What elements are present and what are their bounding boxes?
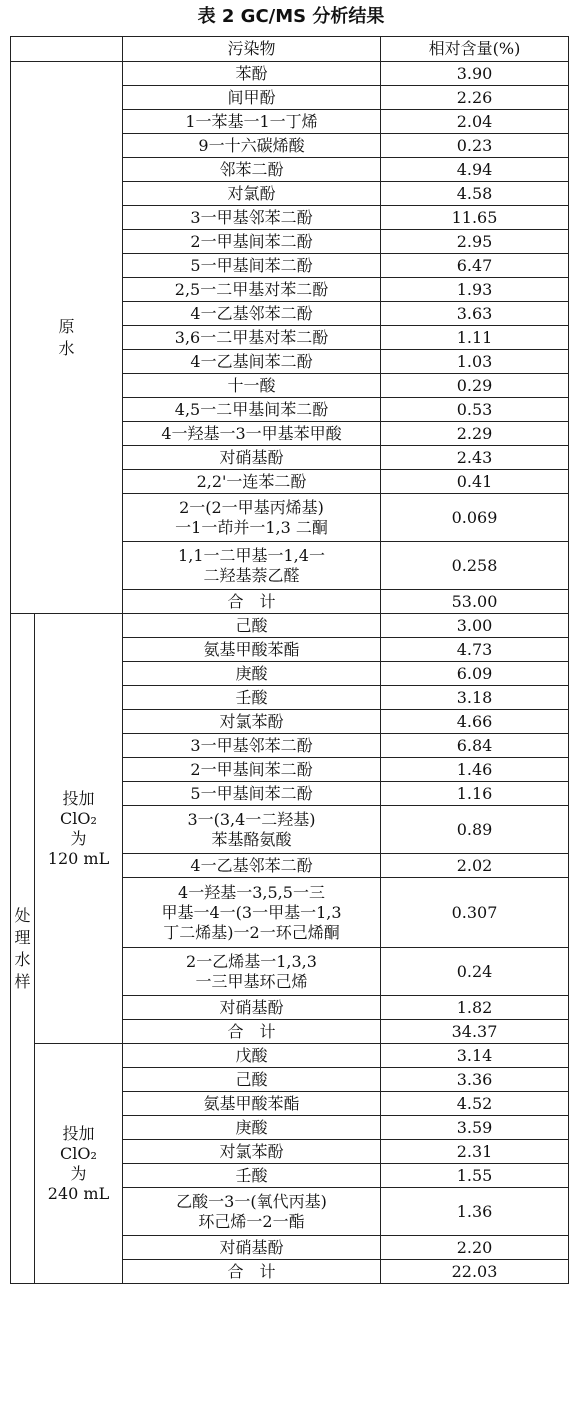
pollutant-name-cell [123, 638, 381, 662]
table-row [11, 1044, 569, 1068]
pollutant-name-cell [123, 854, 381, 878]
relative-content-value: 1.03 [381, 350, 569, 374]
relative-content-value: 1.46 [381, 758, 569, 782]
pollutant-name: 合 计 [227, 1261, 276, 1281]
dosage-label-line: 240 mL [47, 1183, 110, 1203]
pollutant-name: 4一乙基邻苯二酚 [190, 855, 313, 875]
pollutant-name: 环己烯一2一酯 [198, 1211, 305, 1231]
pollutant-name-cell [123, 230, 381, 254]
pollutant-name-cell [123, 1188, 381, 1236]
pollutant-name-cell [123, 350, 381, 374]
pollutant-name-cell [123, 374, 381, 398]
treated-water-label [11, 614, 35, 1284]
pollutant-name-cell [123, 422, 381, 446]
pollutant-name: 3一甲基邻苯二酚 [190, 207, 313, 227]
pollutant-name: 3一甲基邻苯二酚 [190, 735, 313, 755]
pollutant-name: 二羟基萘乙醛 [203, 565, 300, 585]
pollutant-name-cell [123, 1260, 381, 1284]
pollutant-name: 4,5一二甲基间苯二酚 [174, 399, 329, 419]
relative-content-value: 0.069 [381, 494, 569, 542]
pollutant-name-cell [123, 206, 381, 230]
pollutant-name-cell [123, 948, 381, 996]
header-relative-content: 相对含量(%) [381, 37, 569, 62]
relative-content-value: 4.58 [381, 182, 569, 206]
relative-content-value: 0.307 [381, 878, 569, 948]
pollutant-name-cell [123, 134, 381, 158]
pollutant-name-cell [123, 782, 381, 806]
relative-content-value: 2.02 [381, 854, 569, 878]
pollutant-name: 邻苯二酚 [219, 159, 284, 179]
relative-content-value: 4.94 [381, 158, 569, 182]
pollutant-name: 氨基甲酸苯酯 [203, 1093, 300, 1113]
relative-content-value: 0.29 [381, 374, 569, 398]
relative-content-value: 1.55 [381, 1164, 569, 1188]
dosage-group-label [35, 1044, 123, 1284]
pollutant-name: 5一甲基间苯二酚 [190, 783, 313, 803]
pollutant-name-cell [123, 686, 381, 710]
pollutant-name-cell [123, 302, 381, 326]
pollutant-name: 丁二烯基)一2一环己烯酮 [163, 922, 340, 942]
pollutant-name-cell [123, 734, 381, 758]
pollutant-name: 壬酸 [235, 1165, 268, 1185]
relative-content-value: 0.53 [381, 398, 569, 422]
relative-content-value: 0.89 [381, 806, 569, 854]
relative-content-value: 3.14 [381, 1044, 569, 1068]
pollutant-name: 十一酸 [227, 375, 276, 395]
dosage-label-line: 投加 [62, 1123, 95, 1143]
pollutant-name-cell [123, 158, 381, 182]
relative-content-value: 6.47 [381, 254, 569, 278]
pollutant-name: 对氯苯酚 [219, 711, 284, 731]
pollutant-name: 庚酸 [235, 663, 268, 683]
pollutant-name-cell [123, 758, 381, 782]
pollutant-name: 己酸 [235, 1069, 268, 1089]
relative-content-value: 2.29 [381, 422, 569, 446]
relative-content-value: 53.00 [381, 590, 569, 614]
pollutant-name-cell [123, 470, 381, 494]
relative-content-value: 0.41 [381, 470, 569, 494]
pollutant-name-cell [123, 1236, 381, 1260]
pollutant-name: 己酸 [235, 615, 268, 635]
pollutant-name: 戊酸 [235, 1045, 268, 1065]
pollutant-name: 苯酚 [235, 63, 268, 83]
pollutant-name: 苯基酪氨酸 [211, 829, 292, 849]
pollutant-name: 3一(3,4一二羟基) [187, 809, 316, 829]
dosage-label-line: ClO₂ [60, 1143, 97, 1163]
gcms-results-table [10, 36, 569, 1284]
pollutant-name-cell [123, 1116, 381, 1140]
raw-water-label [11, 62, 123, 614]
pollutant-name: 甲基一4一(3一甲基一1,3 [161, 902, 342, 922]
pollutant-name: 2一乙烯基一1,3,3 [186, 951, 317, 971]
raw-water-label-text: 原水 [58, 316, 75, 358]
relative-content-value: 0.23 [381, 134, 569, 158]
relative-content-value: 3.00 [381, 614, 569, 638]
relative-content-value: 3.63 [381, 302, 569, 326]
relative-content-value: 22.03 [381, 1260, 569, 1284]
pollutant-name: 庚酸 [235, 1117, 268, 1137]
dosage-label-line: 120 mL [47, 848, 110, 868]
relative-content-value: 3.90 [381, 62, 569, 86]
pollutant-name-cell [123, 398, 381, 422]
pollutant-name-cell [123, 86, 381, 110]
pollutant-name: 3,6一二甲基对苯二酚 [174, 327, 329, 347]
pollutant-name: 2一(2一甲基丙烯基) [179, 497, 324, 517]
relative-content-value: 4.73 [381, 638, 569, 662]
relative-content-value: 34.37 [381, 1020, 569, 1044]
pollutant-name: 壬酸 [235, 687, 268, 707]
pollutant-name-cell [123, 878, 381, 948]
relative-content-value: 3.36 [381, 1068, 569, 1092]
pollutant-name: 对硝基酚 [219, 1237, 284, 1257]
pollutant-name: 1一苯基一1一丁烯 [185, 111, 318, 131]
table-title: 表 2 GC/MS 分析结果 [197, 6, 385, 27]
pollutant-name: 间甲酚 [227, 87, 276, 107]
relative-content-value: 4.52 [381, 1092, 569, 1116]
pollutant-name-cell [123, 278, 381, 302]
pollutant-name-cell [123, 1020, 381, 1044]
header-pollutant: 污染物 [123, 37, 381, 62]
relative-content-value: 6.84 [381, 734, 569, 758]
relative-content-value: 2.26 [381, 86, 569, 110]
pollutant-name: 2,5一二甲基对苯二酚 [174, 279, 329, 299]
pollutant-name: 1,1一二甲基一1,4一 [178, 545, 325, 565]
relative-content-value: 2.95 [381, 230, 569, 254]
pollutant-name: 氨基甲酸苯酯 [203, 639, 300, 659]
pollutant-name: 2一甲基间苯二酚 [190, 759, 313, 779]
pollutant-name-cell [123, 1068, 381, 1092]
relative-content-value: 2.43 [381, 446, 569, 470]
pollutant-name-cell [123, 590, 381, 614]
dosage-label-line: ClO₂ [60, 808, 97, 828]
relative-content-value: 2.04 [381, 110, 569, 134]
pollutant-name: 对氯苯酚 [219, 1141, 284, 1161]
pollutant-name: 9一十六碳烯酸 [198, 135, 305, 155]
table-row [11, 614, 569, 638]
relative-content-value: 1.11 [381, 326, 569, 350]
relative-content-value: 1.93 [381, 278, 569, 302]
pollutant-name-cell [123, 1164, 381, 1188]
pollutant-name-cell [123, 614, 381, 638]
pollutant-name: 对硝基酚 [219, 447, 284, 467]
pollutant-name-cell [123, 1044, 381, 1068]
relative-content-value: 2.20 [381, 1236, 569, 1260]
pollutant-name: 2一甲基间苯二酚 [190, 231, 313, 251]
pollutant-name-cell [123, 62, 381, 86]
header-row [11, 37, 569, 62]
pollutant-name: 乙酸一3一(氧代丙基) [176, 1191, 327, 1211]
pollutant-name-cell [123, 1092, 381, 1116]
pollutant-name-cell [123, 446, 381, 470]
relative-content-value: 3.59 [381, 1116, 569, 1140]
relative-content-value: 11.65 [381, 206, 569, 230]
pollutant-name-cell [123, 710, 381, 734]
dosage-group-label [35, 614, 123, 1044]
pollutant-name: 5一甲基间苯二酚 [190, 255, 313, 275]
pollutant-name-cell [123, 110, 381, 134]
pollutant-name: 合 计 [227, 1021, 276, 1041]
relative-content-value: 0.258 [381, 542, 569, 590]
relative-content-value: 3.18 [381, 686, 569, 710]
dosage-label-line: 为 [70, 1163, 87, 1183]
relative-content-value: 1.16 [381, 782, 569, 806]
pollutant-name-cell [123, 542, 381, 590]
header-blank-cell [11, 37, 123, 62]
relative-content-value: 0.24 [381, 948, 569, 996]
relative-content-value: 4.66 [381, 710, 569, 734]
pollutant-name: 2,2'一连苯二酚 [196, 471, 307, 491]
pollutant-name: 4一羟基一3,5,5一三 [178, 882, 325, 902]
pollutant-name-cell [123, 1140, 381, 1164]
relative-content-value: 1.36 [381, 1188, 569, 1236]
pollutant-name-cell [123, 182, 381, 206]
treated-water-label-text: 处理水样 [14, 905, 31, 991]
pollutant-name-cell [123, 662, 381, 686]
table-row [11, 62, 569, 86]
pollutant-name-cell [123, 254, 381, 278]
pollutant-name-cell [123, 494, 381, 542]
pollutant-name: 对硝基酚 [219, 997, 284, 1017]
pollutant-name: 4一乙基间苯二酚 [190, 351, 313, 371]
pollutant-name-cell [123, 326, 381, 350]
pollutant-name-cell [123, 996, 381, 1020]
pollutant-name: 4一乙基邻苯二酚 [190, 303, 313, 323]
pollutant-name: 合 计 [227, 591, 276, 611]
dosage-label-line: 投加 [62, 788, 95, 808]
pollutant-name: 对氯酚 [227, 183, 276, 203]
pollutant-name: 一三甲基环己烯 [195, 971, 308, 991]
pollutant-name: 4一羟基一3一甲基苯甲酸 [161, 423, 342, 443]
dosage-label-line: 为 [70, 828, 87, 848]
pollutant-name: 一1一茚并一1,3 二酮 [175, 517, 328, 537]
relative-content-value: 6.09 [381, 662, 569, 686]
pollutant-name-cell [123, 806, 381, 854]
relative-content-value: 2.31 [381, 1140, 569, 1164]
relative-content-value: 1.82 [381, 996, 569, 1020]
